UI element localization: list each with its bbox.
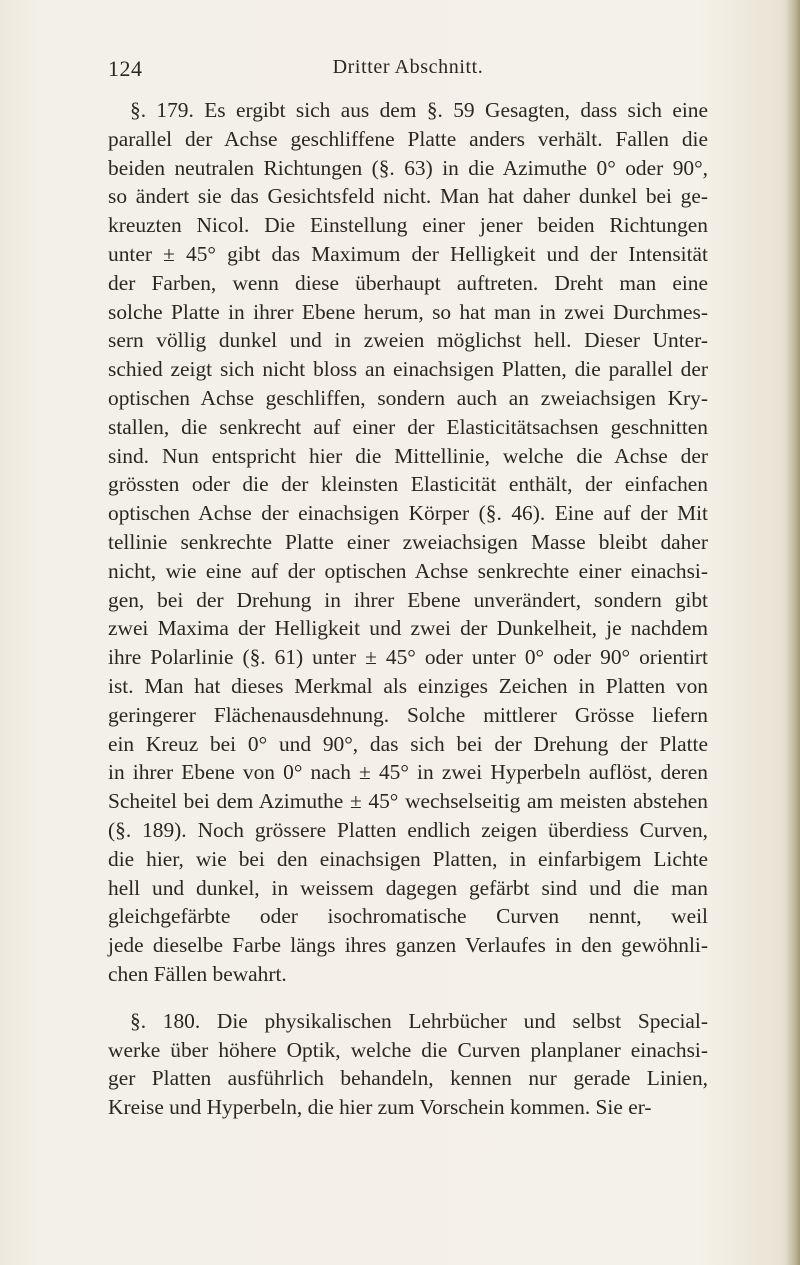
body-text [108,96,708,1122]
text-line: optischen Achse geschliffen, sondern auch an zweiachsigen Kry- [108,385,708,410]
page-edge-shadow [786,0,800,1265]
text-line: nicht, wie eine auf der optischen Achse senkrechte einer einachsi- [108,558,708,583]
text-line: schied zeigt sich nicht bloss an einachsigen Platten, die parallel der [108,357,708,382]
text-line: so ändert sie das Gesichtsfeld nicht. Man hat daher dunkel bei ge- [108,184,708,209]
text-line: §. 180. Die physikalischen Lehrbücher und selbst Special- [130,1008,708,1033]
text-line: zwei Maxima der Helligkeit und zwei der Dunkelheit, je nachdem [108,616,708,641]
text-line: unter ± 45° gibt das Maximum der Helligkeit und der Intensität [108,241,708,266]
text-line: kreuzten Nicol. Die Einstellung einer jener beiden Richtungen [108,213,708,238]
text-line: sind. Nun entspricht hier die Mittellinie, welche die Achse der [108,443,708,468]
running-head: Dritter Abschnitt. [332,56,484,78]
page-number: 124 [108,56,143,81]
text-line: stallen, die senkrecht auf einer der Elasticitätsachsen geschnitten [108,414,708,439]
text-line: chen Fällen bewahrt. [108,961,287,986]
text-line: tellinie senkrechte Platte einer zweiachsigen Masse bleibt daher [108,529,708,554]
text-line: Kreise und Hyperbeln, die hier zum Vorschein kommen. Sie er- [108,1095,652,1120]
text-line: solche Platte in ihrer Ebene herum, so hat man in zwei Durchmes- [108,299,708,324]
text-line: optischen Achse der einachsigen Körper (§. 46). Eine auf der Mit [108,501,708,526]
text-line: geringerer Flächenausdehnung. Solche mittlerer Grösse liefern [108,702,708,727]
text-line: ist. Man hat dieses Merkmal als einziges Zeichen in Platten von [108,673,708,698]
text-line: hell und dunkel, in weissem dagegen gefärbt sind und die man [108,875,708,900]
text-line: ger Platten ausführlich behandeln, kennen nur gerade Linien, [108,1066,708,1091]
text-line: sern völlig dunkel und in zweien möglichst hell. Dieser Unter- [108,328,708,353]
text-line: der Farben, wenn diese überhaupt auftreten. Dreht man eine [108,270,708,295]
page-header [108,56,708,88]
text-line: gen, bei der Drehung in ihrer Ebene unverändert, sondern gibt [108,587,708,612]
text-line: werke über höhere Optik, welche die Curven planplaner einachsi- [108,1037,708,1062]
text-line: die hier, wie bei den einachsigen Platten, in einfarbigem Lichte [108,846,708,871]
paragraph [108,96,708,989]
text-line: jede dieselbe Farbe längs ihres ganzen Verlaufes in den gewöhnli- [108,933,708,958]
text-line: parallel der Achse geschliffene Platte anders verhält. Fallen die [108,126,708,151]
paragraph-gap [108,989,708,1007]
text-line: beiden neutralen Richtungen (§. 63) in die Azimuthe 0° oder 90°, [108,155,708,180]
text-line: (§. 189). Noch grössere Platten endlich zeigen überdiess Curven, [108,817,708,842]
text-line: Scheitel bei dem Azimuthe ± 45° wechselseitig am meisten abstehen [108,789,708,814]
text-line: ein Kreuz bei 0° und 90°, das sich bei der Drehung der Platte [108,731,708,756]
text-line: §. 179. Es ergibt sich aus dem §. 59 Gesagten, dass sich eine [130,98,708,122]
paragraph [108,1007,708,1122]
text-line: grössten oder die der kleinsten Elasticität enthält, der einfachen [108,472,708,497]
text-line: gleichgefärbte oder isochromatische Curven nennt, weil [108,904,708,929]
text-line: ihre Polarlinie (§. 61) unter ± 45° oder unter 0° oder 90° orientirt [108,645,708,670]
text-line: in ihrer Ebene von 0° nach ± 45° in zwei Hyperbeln auflöst, deren [108,760,708,785]
